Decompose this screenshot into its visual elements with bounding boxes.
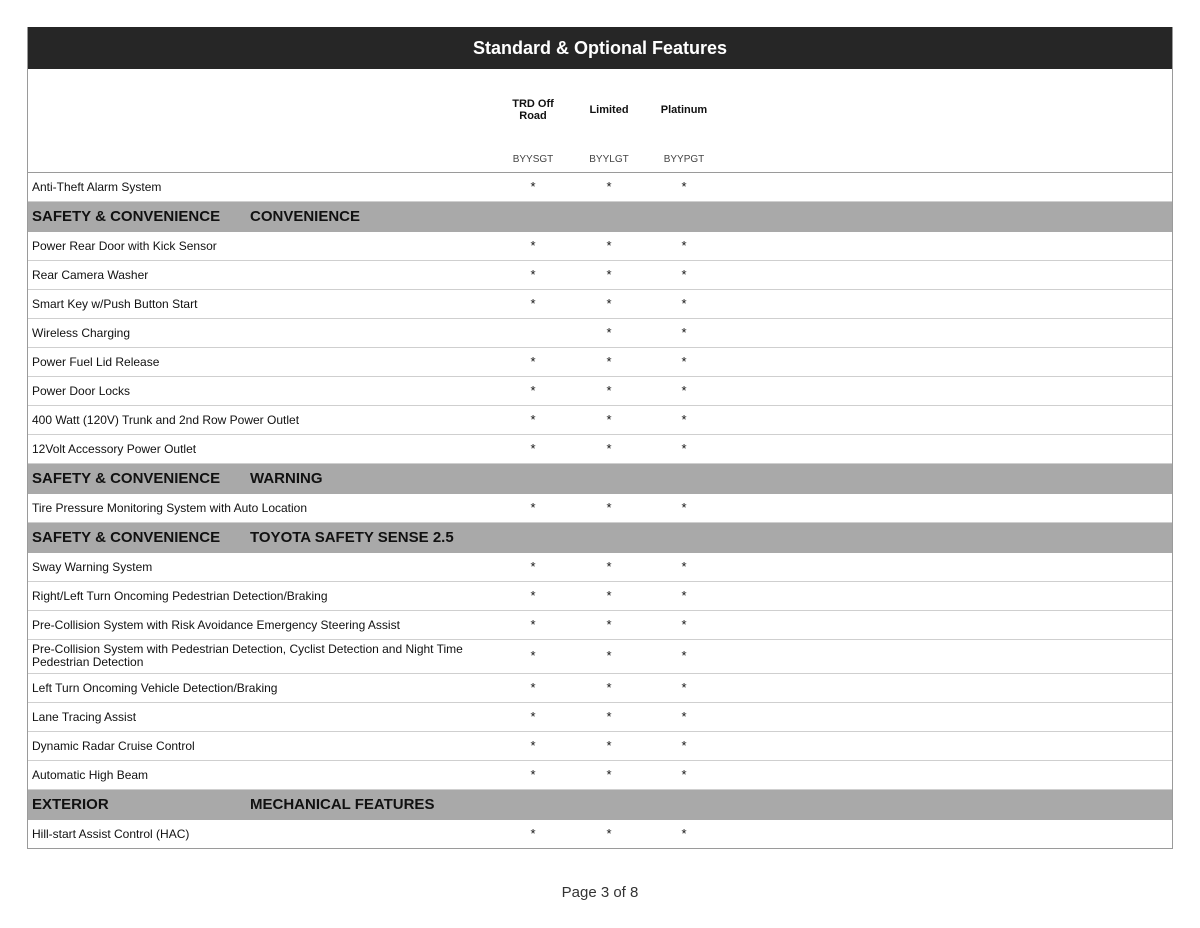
feature-row [28,290,1172,319]
column-header-trd-off-road: TRD Off Road [512,98,554,122]
section-header [28,202,1172,232]
feature-row [28,640,1172,674]
availability-mark: * [606,500,612,515]
feature-row [28,761,1172,790]
feature-label: Pre-Collision System with Pedestrian Detection, Cyclist Detection and Night Time Pedestrian Detection [32,642,463,669]
section-subcategory: WARNING [250,470,323,487]
column-code-platinum: BYYPGT [663,154,705,165]
availability-mark: * [530,738,536,753]
feature-row [28,582,1172,611]
availability-mark: * [530,767,536,782]
section-header [28,464,1172,494]
section-category: SAFETY & CONVENIENCE [32,208,221,225]
feature-label: Power Fuel Lid Release [32,355,160,369]
feature-row [28,674,1172,703]
availability-mark: * [681,354,687,369]
availability-mark: * [530,680,536,695]
feature-label: Wireless Charging [32,326,131,340]
column-code-limited: BYYLGT [589,154,629,165]
feature-row [28,232,1172,261]
availability-mark: * [681,738,687,753]
feature-label: Smart Key w/Push Button Start [32,297,198,311]
feature-row [28,494,1172,523]
availability-mark: * [681,648,687,663]
feature-label: Tire Pressure Monitoring System with Auto Location [32,501,308,515]
availability-mark: * [681,826,687,841]
availability-mark: * [606,383,612,398]
availability-mark: * [606,441,612,456]
availability-mark: * [530,500,536,515]
section-category: EXTERIOR [32,796,109,813]
availability-mark: * [681,617,687,632]
feature-label: Pre-Collision System with Risk Avoidance Emergency Steering Assist [32,618,400,632]
availability-mark: * [681,588,687,603]
section-category: SAFETY & CONVENIENCE [32,470,221,487]
feature-label: Lane Tracing Assist [32,710,137,724]
availability-mark: * [530,238,536,253]
page-title: Standard & Optional Features [28,27,1172,69]
availability-mark: * [530,383,536,398]
section-category: SAFETY & CONVENIENCE [32,529,221,546]
feature-row [28,377,1172,406]
availability-mark: * [530,709,536,724]
availability-mark: * [530,179,536,194]
availability-mark: * [681,412,687,427]
feature-row [28,553,1172,582]
feature-label: Left Turn Oncoming Vehicle Detection/Braking [32,681,278,695]
availability-mark: * [606,767,612,782]
availability-mark: * [606,296,612,311]
feature-label: Right/Left Turn Oncoming Pedestrian Detection/Braking [32,589,328,603]
availability-mark: * [606,709,612,724]
availability-mark: * [606,648,612,663]
availability-mark: * [530,588,536,603]
availability-mark: * [530,354,536,369]
availability-mark: * [530,267,536,282]
availability-mark: * [606,680,612,695]
feature-row [28,319,1172,348]
feature-label: Power Door Locks [32,384,131,398]
section-header [28,790,1172,820]
page-number: Page 3 of 8 [561,884,639,901]
column-header-limited: Limited [589,104,629,116]
availability-mark: * [681,709,687,724]
availability-mark: * [606,179,612,194]
availability-mark: * [530,412,536,427]
availability-mark: * [606,559,612,574]
availability-mark: * [606,588,612,603]
section-subcategory: MECHANICAL FEATURES [250,796,435,813]
feature-row [28,348,1172,377]
availability-mark: * [530,648,536,663]
availability-mark: * [530,617,536,632]
availability-mark: * [681,383,687,398]
availability-mark: * [606,354,612,369]
availability-mark: * [681,238,687,253]
feature-label: Automatic High Beam [32,768,149,782]
feature-row [28,820,1172,849]
availability-mark: * [681,179,687,194]
availability-mark: * [681,680,687,695]
feature-row [28,611,1172,640]
availability-mark: * [606,238,612,253]
availability-mark: * [606,325,612,340]
section-subcategory: TOYOTA SAFETY SENSE 2.5 [250,529,454,546]
feature-row [28,435,1172,464]
availability-mark: * [681,325,687,340]
availability-mark: * [606,738,612,753]
feature-label: 400 Watt (120V) Trunk and 2nd Row Power Outlet [32,413,300,427]
availability-mark: * [530,559,536,574]
availability-mark: * [681,559,687,574]
section-subcategory: CONVENIENCE [250,208,361,225]
section-header [28,523,1172,553]
feature-label: Dynamic Radar Cruise Control [32,739,195,753]
feature-row [28,703,1172,732]
availability-mark: * [530,826,536,841]
feature-label: Hill-start Assist Control (HAC) [32,827,190,841]
feature-label: Power Rear Door with Kick Sensor [32,239,217,253]
features-sheet [27,27,1173,849]
column-code-trd-off-road: BYYSGT [512,154,554,165]
feature-label: 12Volt Accessory Power Outlet [32,442,197,456]
feature-label: Anti-Theft Alarm System [32,180,162,194]
availability-mark: * [681,767,687,782]
column-header-platinum: Platinum [660,104,708,116]
availability-mark: * [530,441,536,456]
feature-label: Sway Warning System [32,560,153,574]
availability-mark: * [530,296,536,311]
availability-mark: * [606,826,612,841]
availability-mark: * [681,500,687,515]
availability-mark: * [606,412,612,427]
column-header-row [28,69,1172,173]
feature-row [28,406,1172,435]
availability-mark: * [681,267,687,282]
feature-row [28,173,1172,202]
availability-mark: * [606,617,612,632]
feature-label: Rear Camera Washer [32,268,149,282]
feature-row [28,261,1172,290]
availability-mark: * [606,267,612,282]
availability-mark: * [681,296,687,311]
feature-row [28,732,1172,761]
availability-mark: * [681,441,687,456]
